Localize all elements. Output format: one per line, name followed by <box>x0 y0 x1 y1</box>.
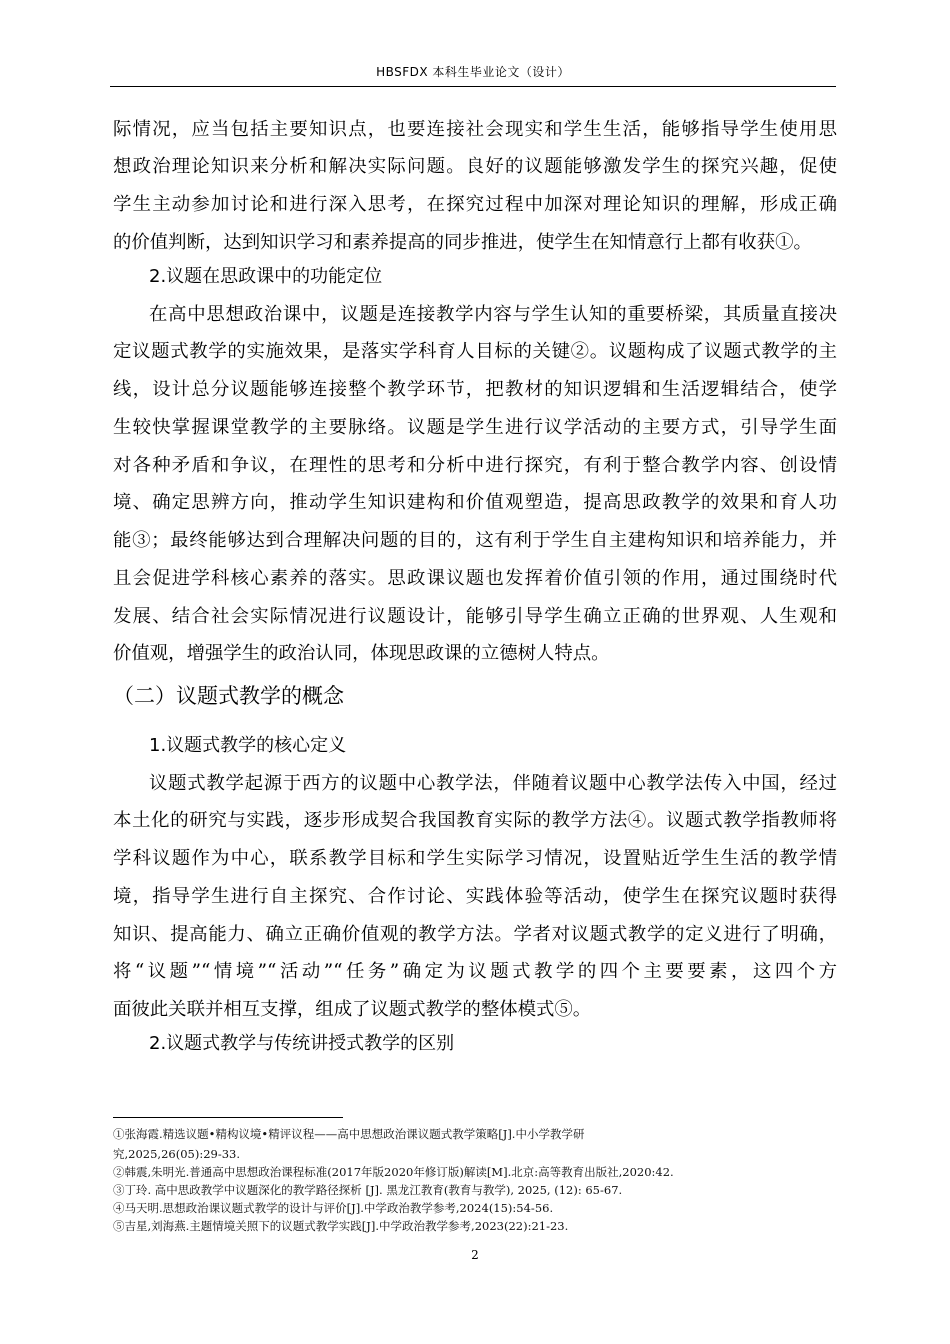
paragraph-last-line: 面彼此关联并相互支撑，组成了议题式教学的整体模式⑤。 <box>113 999 592 1020</box>
header-rule <box>110 86 836 87</box>
paragraph-line: 能③；最终能够达到合理解决问题的目的，这有利于学生自主建构知识和培养能力，并 <box>113 530 837 551</box>
paragraph-line: 线，设计总分议题能够连接整个教学环节，把教材的知识逻辑和生活逻辑结合，使学 <box>113 379 837 400</box>
paragraph-last-line: 的价值判断，达到知识学习和素养提高的同步推进，使学生在知情意行上都有收获①。 <box>113 232 812 253</box>
paragraph-line: 境，指导学生进行自主探究、合作讨论、实践体验等活动，使学生在探究议题时获得 <box>113 886 837 907</box>
footnote-line: 究,2025,26(05):29-33. <box>113 1147 240 1161</box>
paragraph-line: 生较快掌握课堂教学的主要脉络。议题是学生进行议学活动的主要方式，引导学生面 <box>113 417 837 438</box>
section-heading: （二）议题式教学的概念 <box>113 684 344 708</box>
footnote-line: ①张海霞.精选议题•精构议境•精评议程——高中思想政治课议题式教学策略[J].中小学教学研 <box>113 1127 585 1141</box>
paragraph-line: 境、确定思辨方向，推动学生知识建构和价值观塑造，提高思政教学的效果和育人功 <box>113 492 837 513</box>
footnote-line: ④马天明.思想政治课议题式教学的设计与评价[J].中学政治教学参考,2024(15):54-56. <box>113 1201 554 1215</box>
footnote-line: ③丁玲. 高中思政教学中议题深化的教学路径探析 [J]. 黑龙江教育(教育与教学), 2025, (12): 65-67. <box>113 1183 623 1197</box>
paragraph-line: 将“议题”“情境”“活动”“任务”确定为议题式教学的四个主要要素，这四个方 <box>113 961 837 982</box>
footnote-line: ②韩震,朱明光.普通高中思想政治课程标准(2017年版2020年修订版)解读[M].北京:高等教育出版社,2020:42. <box>113 1165 674 1179</box>
header-title: HBSFDX 本科生毕业论文（设计） <box>376 65 570 79</box>
paragraph-line: 学科议题作为中心，联系教学目标和学生实际学习情况，设置贴近学生生活的教学情 <box>113 848 837 869</box>
paragraph-last-line: 价值观，增强学生的政治认同，体现思政课的立德树人特点。 <box>113 643 610 664</box>
subsection-heading: 2.议题在思政课中的功能定位 <box>149 266 383 287</box>
paragraph-line: 发展、结合社会实际情况进行议题设计，能够引导学生确立正确的世界观、人生观和 <box>113 606 837 627</box>
page-number: 2 <box>471 1248 479 1262</box>
footnote-separator <box>113 1117 343 1118</box>
paragraph-line: 本土化的研究与实践，逐步形成契合我国教育实际的教学方法④。议题式教学指教师将 <box>113 810 837 831</box>
paragraph-line: 对各种矛盾和争议，在理性的思考和分析中进行探究，有利于整合教学内容、创设情 <box>113 455 837 476</box>
paragraph-line: 定议题式教学的实施效果，是落实学科育人目标的关键②。议题构成了议题式教学的主 <box>113 341 837 362</box>
paragraph-first-line: 议题式教学起源于西方的议题中心教学法，伴随着议题中心教学法传入中国，经过 <box>149 773 837 794</box>
subsection-heading: 1.议题式教学的核心定义 <box>149 735 347 756</box>
subsection-heading: 2.议题式教学与传统讲授式教学的区别 <box>149 1033 455 1054</box>
paragraph-line: 际情况，应当包括主要知识点，也要连接社会现实和学生生活，能够指导学生使用思 <box>113 119 837 140</box>
paragraph-first-line: 在高中思想政治课中，议题是连接教学内容与学生认知的重要桥梁，其质量直接决 <box>149 304 837 325</box>
paragraph-line: 想政治理论知识来分析和解决实际问题。良好的议题能够激发学生的探究兴趣，促使 <box>113 156 837 177</box>
paragraph-line: 且会促进学科核心素养的落实。思政课议题也发挥着价值引领的作用，通过围绕时代 <box>113 568 837 589</box>
footnote-line: ⑤吉星,刘海燕.主题情境关照下的议题式教学实践[J].中学政治教学参考,2023(22):21-23. <box>113 1219 569 1233</box>
paragraph-line: 知识、提高能力、确立正确价值观的教学方法。学者对议题式教学的定义进行了明确， <box>113 924 837 945</box>
paragraph-line: 学生主动参加讨论和进行深入思考，在探究过程中加深对理论知识的理解，形成正确 <box>113 194 837 215</box>
